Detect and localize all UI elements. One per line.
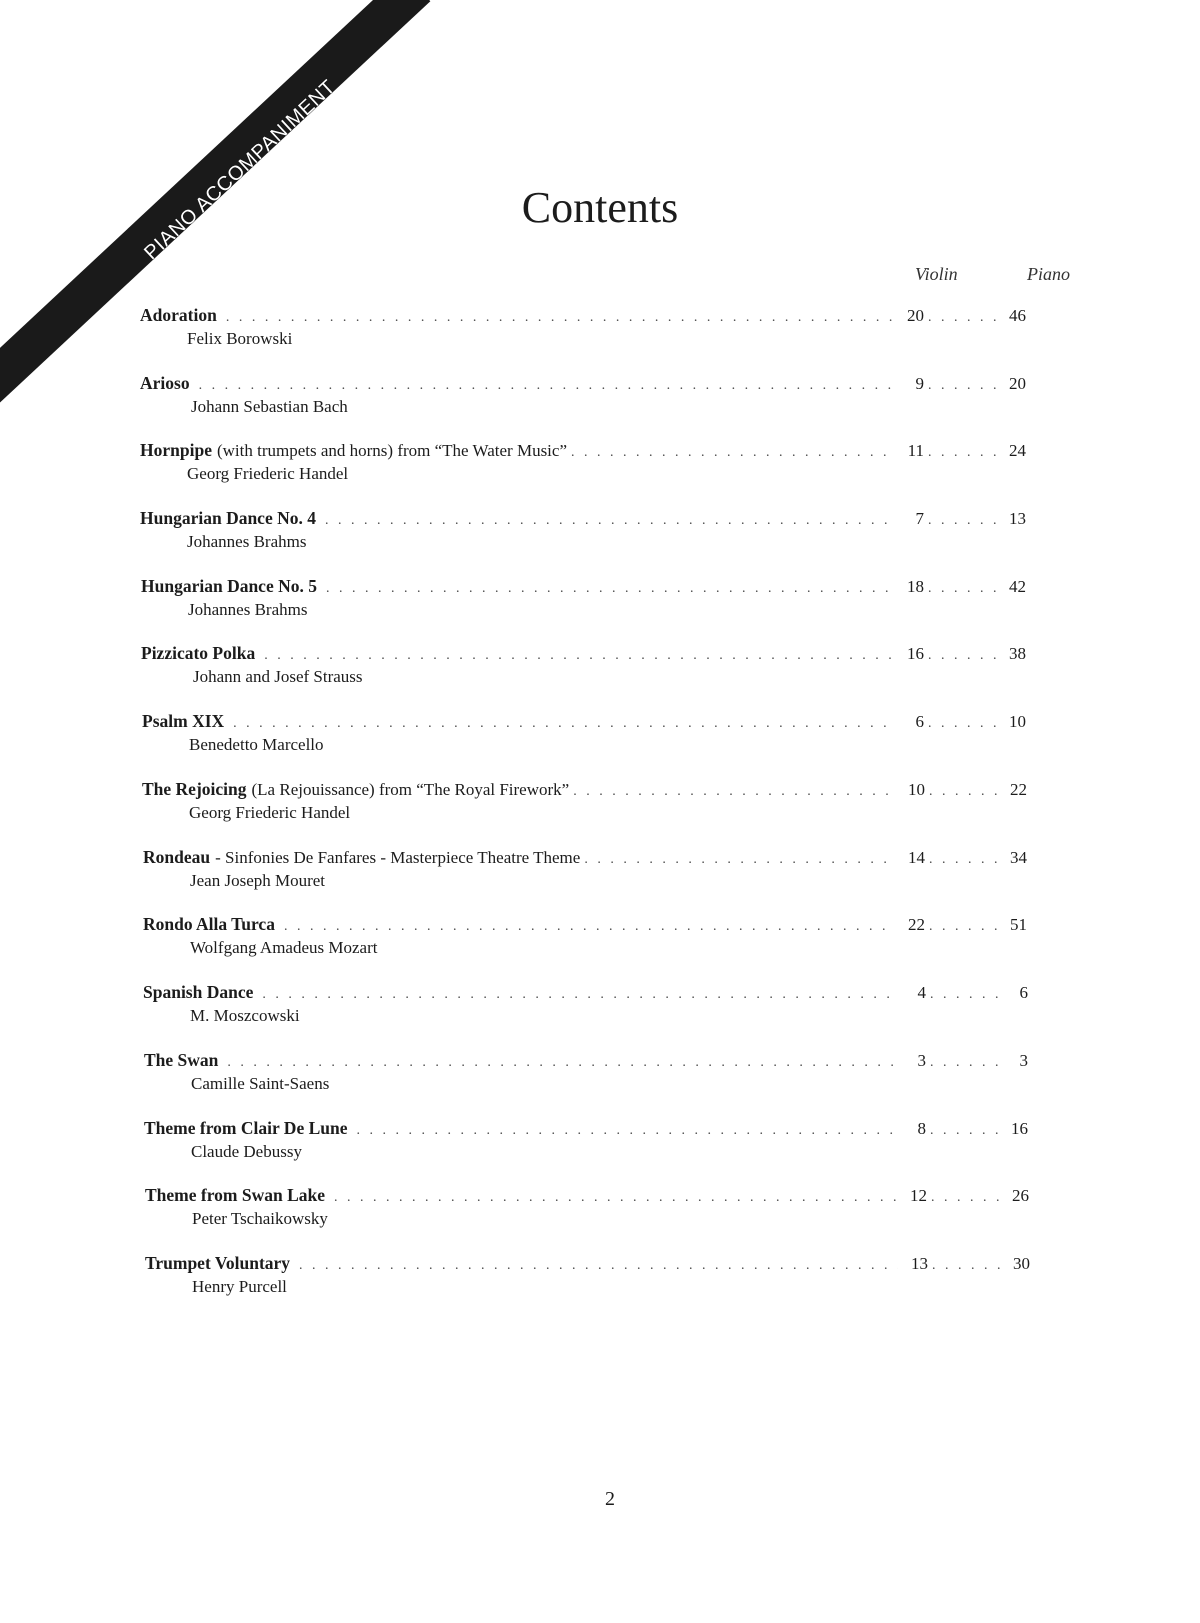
leader-dots bbox=[264, 645, 894, 664]
entry-title: Trumpet Voluntary bbox=[145, 1253, 291, 1273]
piano-page: 6 bbox=[1019, 983, 1028, 1002]
contents-entry bbox=[0, 642, 1200, 692]
leader-dots bbox=[928, 307, 998, 326]
entry-title: Arioso bbox=[140, 373, 190, 393]
entry-title: Pizzicato Polka bbox=[141, 643, 256, 663]
violin-page: 3 bbox=[917, 1051, 926, 1070]
violin-page: 13 bbox=[911, 1254, 928, 1273]
entry-subtitle: (La Rejouissance) from “The Royal Firework” bbox=[251, 780, 570, 799]
contents-entry bbox=[0, 913, 1200, 963]
leader-dots bbox=[299, 1255, 898, 1274]
violin-page: 14 bbox=[908, 848, 925, 867]
entry-composer: Benedetto Marcello bbox=[189, 735, 324, 754]
leader-dots bbox=[262, 984, 896, 1003]
entry-title-line bbox=[140, 439, 1026, 461]
contents-entry bbox=[0, 575, 1200, 625]
entry-title-line bbox=[145, 1252, 1030, 1274]
leader-dots bbox=[357, 1120, 897, 1139]
entry-composer: M. Moszcowski bbox=[190, 1006, 300, 1025]
leader-dots bbox=[928, 375, 998, 394]
entry-composer: Johann and Josef Strauss bbox=[193, 667, 363, 686]
entry-title: Theme from Swan Lake bbox=[145, 1185, 326, 1205]
entry-title: Adoration bbox=[140, 305, 217, 325]
leader-dots bbox=[326, 578, 894, 597]
entry-title-line bbox=[140, 507, 1026, 529]
entry-composer: Jean Joseph Mouret bbox=[190, 871, 326, 890]
piano-page: 26 bbox=[1012, 1186, 1029, 1205]
entry-composer: Georg Friederic Handel bbox=[187, 464, 349, 483]
contents-entry bbox=[0, 507, 1200, 557]
entry-title: Spanish Dance bbox=[143, 982, 254, 1002]
contents-entry bbox=[0, 710, 1200, 760]
piano-page: 38 bbox=[1009, 644, 1026, 663]
entry-title: The Rejoicing bbox=[142, 779, 247, 799]
leader-dots bbox=[930, 1120, 1000, 1139]
entry-composer: Henry Purcell bbox=[192, 1277, 287, 1296]
entry-title: Hungarian Dance No. 4 bbox=[140, 508, 316, 528]
page-title bbox=[0, 182, 1200, 233]
entry-subtitle: - Sinfonies De Fanfares - Masterpiece Theatre Theme bbox=[215, 848, 581, 867]
violin-page: 8 bbox=[917, 1119, 926, 1138]
leader-dots bbox=[929, 849, 999, 868]
leader-dots bbox=[325, 510, 894, 529]
entry-title-line bbox=[143, 981, 1028, 1003]
leader-dots bbox=[334, 1187, 897, 1206]
violin-page: 18 bbox=[907, 577, 924, 596]
entry-title-line bbox=[140, 372, 1026, 394]
piano-page: 24 bbox=[1009, 441, 1026, 460]
piano-page: 3 bbox=[1019, 1051, 1028, 1070]
violin-page: 4 bbox=[917, 983, 926, 1002]
entry-title-line bbox=[141, 642, 1026, 664]
violin-page: 9 bbox=[915, 374, 924, 393]
entry-title: The Swan bbox=[144, 1050, 219, 1070]
entry-composer: Georg Friederic Handel bbox=[189, 803, 351, 822]
leader-dots bbox=[931, 1187, 1001, 1206]
violin-page: 12 bbox=[910, 1186, 927, 1205]
piano-page: 10 bbox=[1009, 712, 1026, 731]
violin-page: 22 bbox=[908, 915, 925, 934]
violin-page: 11 bbox=[907, 441, 924, 460]
leader-dots bbox=[932, 1255, 1002, 1274]
leader-dots bbox=[930, 984, 1000, 1003]
entry-subtitle: (with trumpets and horns) from “The Water Music” bbox=[216, 441, 567, 460]
entry-title: Rondo Alla Turca bbox=[143, 914, 275, 934]
leader-dots bbox=[573, 781, 895, 800]
leader-dots bbox=[928, 578, 998, 597]
contents-entry bbox=[0, 439, 1200, 489]
piano-page: 46 bbox=[1009, 306, 1026, 325]
column-header-violin: Violin bbox=[915, 264, 958, 284]
entry-title-line bbox=[145, 1184, 1029, 1206]
contents-entry bbox=[0, 846, 1200, 896]
contents-entry bbox=[0, 1184, 1200, 1234]
piano-page: 22 bbox=[1010, 780, 1027, 799]
corner-banner-label: PIANO ACCOMPANIMENT bbox=[140, 75, 340, 265]
violin-page: 6 bbox=[915, 712, 924, 731]
leader-dots bbox=[584, 849, 895, 868]
entry-title-line bbox=[143, 913, 1027, 935]
leader-dots bbox=[929, 781, 999, 800]
contents-entry bbox=[0, 1049, 1200, 1099]
entry-composer: Johannes Brahms bbox=[188, 600, 308, 619]
entry-composer: Felix Borowski bbox=[187, 329, 293, 348]
page-number: 2 bbox=[605, 1488, 615, 1510]
entry-composer: Peter Tschaikowsky bbox=[192, 1209, 328, 1228]
piano-page: 34 bbox=[1010, 848, 1027, 867]
entry-title: Psalm XIX bbox=[142, 711, 225, 731]
leader-dots bbox=[226, 307, 894, 326]
piano-page: 13 bbox=[1009, 509, 1026, 528]
leader-dots bbox=[928, 442, 998, 461]
violin-page: 7 bbox=[915, 509, 924, 528]
entry-title: Theme from Clair De Lune bbox=[144, 1118, 348, 1138]
entry-composer: Johannes Brahms bbox=[187, 532, 307, 551]
contents-entry bbox=[0, 981, 1200, 1031]
piano-page: 20 bbox=[1009, 374, 1026, 393]
page-title-text: Contents bbox=[521, 183, 679, 232]
contents-entry bbox=[0, 1117, 1200, 1167]
violin-page: 16 bbox=[907, 644, 924, 663]
entry-title-line bbox=[144, 1049, 1028, 1071]
entry-title: Hornpipe bbox=[140, 440, 212, 460]
entry-title-line bbox=[144, 1117, 1028, 1139]
leader-dots bbox=[928, 645, 998, 664]
piano-page: 42 bbox=[1009, 577, 1026, 596]
entry-title: Rondeau bbox=[143, 847, 211, 867]
leader-dots bbox=[284, 916, 895, 935]
entry-composer: Claude Debussy bbox=[191, 1142, 302, 1161]
violin-page: 20 bbox=[907, 306, 924, 325]
violin-page: 10 bbox=[908, 780, 925, 799]
leader-dots bbox=[930, 1052, 1000, 1071]
entry-title-line bbox=[143, 846, 1027, 868]
entry-title: Hungarian Dance No. 5 bbox=[141, 576, 317, 596]
piano-page: 16 bbox=[1011, 1119, 1028, 1138]
contents-entry bbox=[0, 304, 1200, 354]
contents-entry bbox=[0, 372, 1200, 422]
entry-title-line bbox=[140, 304, 1026, 326]
entry-composer: Camille Saint-Saens bbox=[191, 1074, 330, 1093]
leader-dots bbox=[233, 713, 894, 732]
entry-title-line bbox=[141, 575, 1026, 597]
leader-dots bbox=[571, 442, 894, 461]
piano-page: 51 bbox=[1010, 915, 1027, 934]
entry-composer: Wolfgang Amadeus Mozart bbox=[190, 938, 378, 957]
piano-page: 30 bbox=[1013, 1254, 1030, 1273]
leader-dots bbox=[928, 713, 998, 732]
entry-title-line bbox=[142, 778, 1027, 800]
entry-title-line bbox=[142, 710, 1026, 732]
contents-entry bbox=[0, 1252, 1200, 1302]
leader-dots bbox=[199, 375, 894, 394]
column-header-piano: Piano bbox=[1027, 264, 1070, 284]
leader-dots bbox=[929, 916, 999, 935]
leader-dots bbox=[928, 510, 998, 529]
entry-composer: Johann Sebastian Bach bbox=[191, 397, 348, 416]
contents-entry bbox=[0, 778, 1200, 828]
leader-dots bbox=[227, 1052, 896, 1071]
